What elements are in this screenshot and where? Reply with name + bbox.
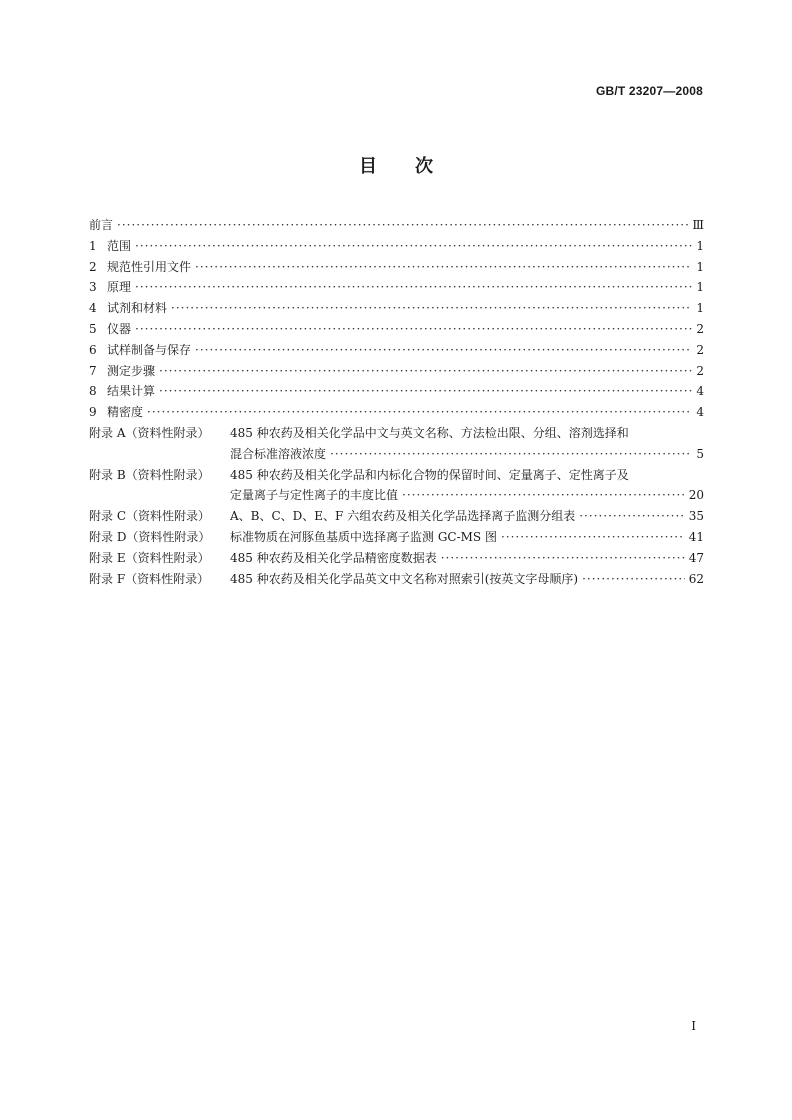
toc-entry-number: 4 — [89, 301, 97, 316]
toc-entry-title: 试剂和材料 — [107, 301, 168, 316]
annex-label: 附录 A（资料性附录） — [89, 425, 210, 440]
dot-leader — [582, 569, 685, 590]
toc-entry-title: 范围 — [107, 238, 132, 253]
toc-entry-page: 41 — [688, 529, 704, 544]
toc-annex-b[interactable] — [89, 465, 704, 507]
toc-entry-page: 2 — [696, 363, 704, 378]
dot-leader — [441, 548, 685, 569]
toc-entry-title: 前言 — [89, 218, 114, 232]
toc-entry-page: 1 — [696, 238, 704, 253]
toc-entry-page: 1 — [696, 259, 704, 274]
annex-title-line: 485 种农药及相关化学品精密度数据表 — [230, 550, 437, 565]
title-part-1: 目 — [359, 156, 377, 177]
toc-entry-title: 结果计算 — [107, 384, 156, 399]
annex-title-line: 485 种农药及相关化学品英文中文名称对照索引(按英文字母顺序) — [230, 571, 579, 586]
toc-annex-d[interactable] — [89, 527, 704, 548]
dot-leader — [579, 506, 685, 527]
toc-entry-number: 5 — [89, 321, 97, 336]
toc-entry-title: 测定步骤 — [107, 363, 156, 378]
toc-entry-number: 9 — [89, 405, 97, 420]
annex-title-line: 标准物质在河豚鱼基质中选择离子监测 GC-MS 图 — [230, 529, 497, 544]
toc-entry-page: 2 — [696, 342, 704, 357]
toc-entry-5[interactable] — [89, 319, 704, 340]
toc-entry-9[interactable] — [89, 402, 704, 423]
toc-entry-number: 2 — [89, 259, 97, 274]
dot-leader — [330, 444, 692, 465]
toc-entry-page: 62 — [688, 571, 704, 586]
toc-entry-number: 8 — [89, 384, 97, 399]
annex-title-line: 定量离子与定性离子的丰度比值 — [230, 488, 399, 503]
toc-entry-page: 2 — [696, 321, 704, 336]
toc-entry-number: 7 — [89, 363, 97, 378]
annex-title-line: 485 种农药及相关化学品和内标化合物的保留时间、定量离子、定性离子及 — [230, 467, 629, 482]
annex-label: 附录 B（资料性附录） — [89, 467, 210, 482]
table-of-contents — [89, 215, 704, 589]
toc-entry-3[interactable] — [89, 277, 704, 298]
toc-entry-number: 1 — [89, 238, 97, 253]
dot-leader — [159, 361, 692, 382]
toc-annex-f[interactable] — [89, 569, 704, 590]
title-part-2: 次 — [415, 156, 433, 177]
dot-leader — [159, 381, 692, 402]
toc-entry-page: 20 — [688, 488, 704, 503]
dot-leader — [195, 340, 692, 361]
dot-leader — [195, 257, 692, 278]
toc-entry-2[interactable] — [89, 257, 704, 278]
dot-leader — [402, 485, 685, 506]
toc-entry-title: 原理 — [107, 280, 132, 295]
toc-entry-foreword[interactable] — [89, 215, 704, 236]
toc-entry-page: 35 — [688, 509, 704, 524]
toc-entry-title: 规范性引用文件 — [107, 259, 192, 274]
toc-entry-number: 3 — [89, 280, 97, 295]
page-number: I — [691, 1019, 696, 1033]
page-title — [0, 152, 792, 178]
toc-entry-number: 6 — [89, 342, 97, 357]
toc-entry-title: 试样制备与保存 — [107, 342, 192, 357]
toc-annex-a[interactable] — [89, 423, 704, 465]
toc-entry-4[interactable] — [89, 298, 704, 319]
toc-entry-page: 1 — [696, 301, 704, 316]
toc-entry-page: 47 — [688, 550, 704, 565]
toc-entry-title: 仪器 — [107, 321, 132, 336]
dot-leader — [135, 319, 692, 340]
standard-code: GB/T 23207—2008 — [595, 84, 703, 98]
toc-annex-c[interactable] — [89, 506, 704, 527]
dot-leader — [147, 402, 692, 423]
toc-entry-8[interactable] — [89, 381, 704, 402]
toc-entry-page: 1 — [696, 280, 704, 295]
toc-annex-e[interactable] — [89, 548, 704, 569]
annex-title-line: A、B、C、D、E、F 六组农药及相关化学品选择离子监测分组表 — [230, 509, 576, 524]
dot-leader — [117, 215, 688, 236]
annex-label: 附录 C（资料性附录） — [89, 509, 210, 524]
annex-label: 附录 F（资料性附录） — [89, 571, 210, 586]
annex-label: 附录 D（资料性附录） — [89, 529, 211, 544]
toc-entry-page: 4 — [696, 384, 704, 399]
annex-label: 附录 E（资料性附录） — [89, 550, 210, 565]
dot-leader — [171, 298, 692, 319]
toc-entry-page: 4 — [696, 405, 704, 420]
annex-title-line: 485 种农药及相关化学品中文与英文名称、方法检出限、分组、溶剂选择和 — [230, 425, 629, 440]
toc-entry-1[interactable] — [89, 236, 704, 257]
annex-title-line: 混合标准溶液浓度 — [230, 446, 327, 461]
toc-entry-page: 5 — [696, 446, 704, 461]
dot-leader — [501, 527, 685, 548]
toc-entry-page: Ⅲ — [692, 218, 704, 232]
dot-leader — [135, 236, 692, 257]
dot-leader — [135, 277, 692, 298]
toc-entry-title: 精密度 — [107, 405, 144, 420]
toc-entry-6[interactable] — [89, 340, 704, 361]
toc-entry-7[interactable] — [89, 361, 704, 382]
